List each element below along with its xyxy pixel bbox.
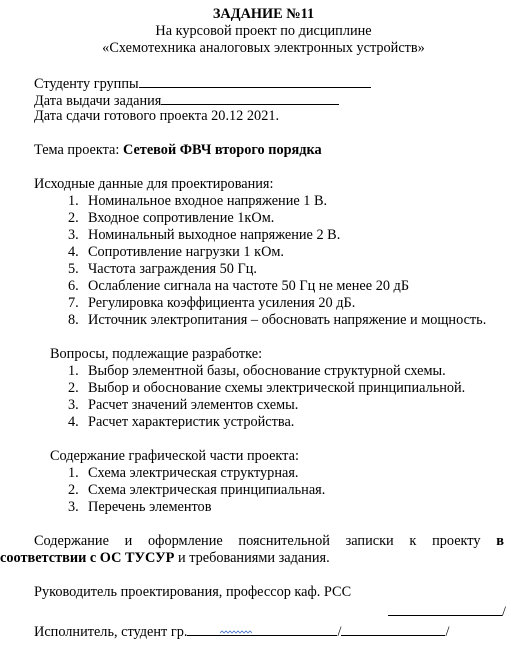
executor-label: Исполнитель, студент гр. — [34, 624, 188, 640]
topic-value: Сетевой ФВЧ второго порядка — [122, 142, 322, 158]
executor-line: Исполнитель, студент гр. / / — [34, 624, 450, 640]
issue-date-label: Дата выдачи задания — [34, 93, 162, 109]
list-item: 6. Ослабление сигнала на частоте 50 Гц не менее 20 дБ — [68, 278, 410, 294]
note-line-2: соответствии с ОС ТУСУР и требованиями задания. — [0, 550, 330, 566]
list-item: 1. Выбор элементной базы, обоснование структурной схемы. — [68, 363, 446, 379]
questions-heading: Вопросы, подлежащие разработке: — [50, 346, 263, 362]
due-date-text: Дата сдачи готового проекта 20.12 2021. — [34, 108, 280, 124]
list-item: 4. Расчет характеристик устройства. — [68, 414, 295, 430]
list-item: 1. Номинальное входное напряжение 1 В. — [68, 193, 328, 209]
student-group-blank[interactable] — [139, 74, 371, 88]
supervisor-signature-line: / — [388, 602, 506, 621]
discipline-line: На курсовой проект по дисциплине — [155, 23, 372, 39]
topic-line — [34, 142, 322, 159]
graphics-heading: Содержание графической части проекта: — [50, 448, 299, 464]
list-item: 2. Выбор и обоснование схемы электрической принципиальной. — [68, 380, 466, 396]
list-item: 8. Источник электропитания – обосновать напряжение и мощность. — [68, 312, 487, 328]
list-item: 2. Входное сопротивление 1кОм. — [68, 210, 275, 226]
discipline-name: «Схемотехника аналоговых электронных устройств» — [102, 40, 425, 56]
list-item: 7. Регулировка коэффициента усиления 20 дБ. — [68, 295, 356, 311]
initial-data-heading: Исходные данные для проектирования: — [34, 176, 274, 192]
list-item: 3. Перечень элементов — [68, 499, 212, 515]
student-group-label: Студенту группы — [34, 76, 139, 92]
list-item: 2. Схема электрическая принципиальная. — [68, 482, 326, 498]
list-item: 3. Расчет значений элементов схемы. — [68, 397, 299, 413]
supervisor-line: Руководитель проектирования, профессор каф. РСС — [34, 584, 352, 600]
executor-name-blank[interactable] — [341, 622, 445, 636]
list-item: 1. Схема электрическая структурная. — [68, 465, 299, 481]
spellcheck-squiggle-icon — [220, 630, 252, 636]
supervisor-signature-blank[interactable] — [388, 602, 502, 616]
list-item: 3. Номинальный выходное напряжение 2 В. — [68, 227, 341, 243]
issue-date-blank[interactable] — [161, 91, 339, 105]
document-title: ЗАДАНИЕ №11 — [212, 6, 315, 22]
topic-label: Тема проекта: — [34, 142, 123, 158]
list-item: 5. Частота заграждения 50 Гц. — [68, 261, 258, 277]
executor-group-blank[interactable] — [187, 622, 337, 636]
list-item: 4. Сопротивление нагрузки 1 кОм. — [68, 244, 285, 260]
note-line-1: Содержание и оформление пояснительной записки к проекту в — [34, 533, 504, 549]
